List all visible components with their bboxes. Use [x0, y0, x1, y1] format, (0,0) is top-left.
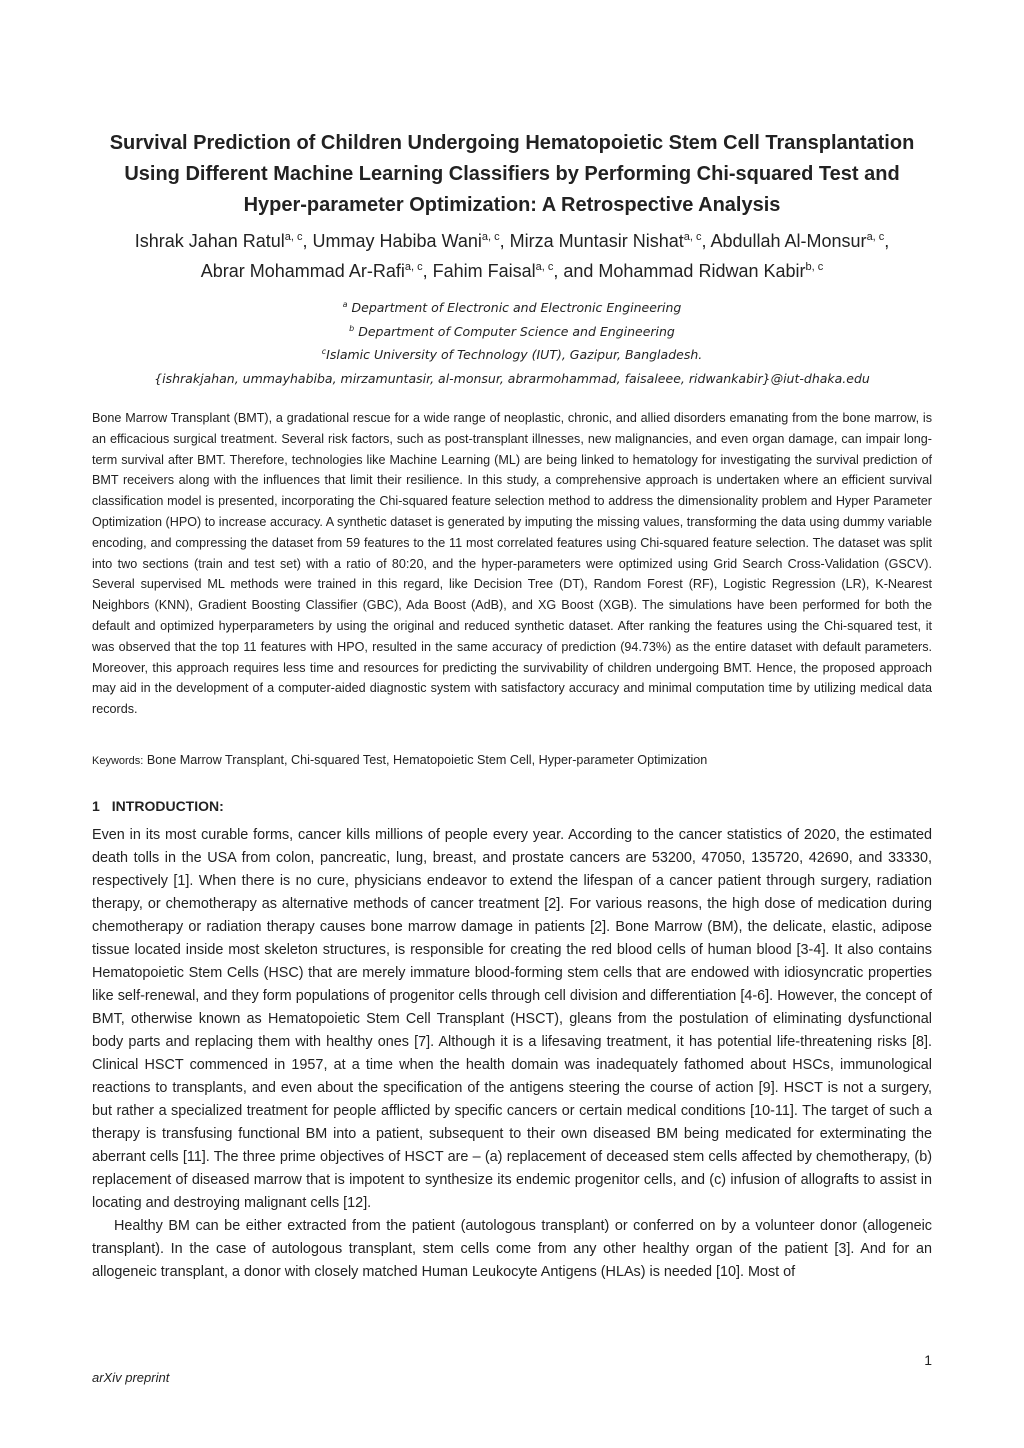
- author-name: Ishrak Jahan Ratul: [134, 231, 285, 251]
- section-number: 1: [92, 798, 100, 814]
- author-affil-mark: a, c: [284, 231, 303, 243]
- affiliation-line: [60, 296, 964, 320]
- author-separator: ,: [499, 231, 510, 251]
- title-line: Using Different Machine Learning Classifiers by Performing Chi-squared Test and: [124, 163, 900, 185]
- affiliation-mark: a: [342, 300, 348, 309]
- author-separator: ,: [701, 231, 711, 251]
- author-list: [60, 226, 964, 286]
- paper-title: [70, 128, 954, 221]
- affiliations: [60, 296, 964, 390]
- body-paragraph: Healthy BM can be either extracted from the patient (autologous transplant) or conferred on by a volunteer donor (allogeneic transplant). In the case of autologous transplant, stem cells come from any other healthy organ of the patient [3]. And for an allogeneic transplant, a donor with closely matched Human Leukocyte Antigens (HLAs) is needed [10]. Most of: [92, 1218, 932, 1280]
- author-line: [60, 256, 964, 286]
- section-title: INTRODUCTION:: [111, 798, 224, 814]
- author-name: Mirza Muntasir Nishat: [509, 231, 684, 251]
- author-separator: , and: [553, 261, 599, 281]
- author-affil-mark: a, c: [866, 231, 885, 243]
- keywords-label: Keywords:: [92, 755, 144, 767]
- author-emails: {ishrakjahan, ummayhabiba, mirzamuntasir, al-monsur, abrarmohammad, faisaleee, ridwankabir}@iut-dhaka.edu: [154, 370, 870, 386]
- affiliation-line: [60, 343, 964, 367]
- abstract: Bone Marrow Transplant (BMT), a gradational rescue for a wide range of neoplastic, chronic, and allied disorders emanating from the bone marrow, is an efficacious surgical treatment. Several risk factors, such as post-transplant illnesses, new malignancies, and even organ damage, can impair long-term survival after BMT. Therefore, technologies like Machine Learning (ML) are being linked to hematology for investigating the survival prediction of BMT receivers along with the influences that limit their resilience. In this study, a comprehensive approach is undertaken where an efficient survival classification model is presented, incorporating the Chi-squared feature selection method to address the dimensionality problem and Hyper Parameter Optimization (HPO) to increase accuracy. A synthetic dataset is generated by imputing the missing values, transforming the data using dummy variable encoding, and compressing the dataset from 59 features to the 11 most correlated features using Chi-squared feature selection. The dataset was split into two sections (train and test set) with a ratio of 80:20, and the hyper-parameters were optimized using Grid Search Cross-Validation (GSCV). Several supervised ML methods were trained in this regard, like Decision Tree (DT), Random Forest (RF), Logistic Regression (LR), K-Nearest Neighbors (KNN), Gradient Boosting Classifier (GBC), Ada Boost (AdB), and XG Boost (XGB). The simulations have been performed for both the default and optimized hyperparameters by using the original and reduced synthetic dataset. After ranking the features using the Chi-squared test, it was observed that the top 11 features with HPO, resulted in the same accuracy of prediction (94.73%) as the entire dataset with default parameters. Moreover, this approach requires less time and resources for predicting the survivability of children undergoing BMT. Hence, the proposed approach may aid in the development of a computer-aided diagnostic system with satisfactory accuracy and minimal computation time by utilizing medical data records.: [92, 411, 932, 717]
- author-affil-mark: a, c: [683, 231, 702, 243]
- author-name: Fahim Faisal: [432, 261, 536, 281]
- keywords: [92, 750, 932, 771]
- affiliation-mark: c: [321, 347, 327, 356]
- body-paragraph: Even in its most curable forms, cancer kills millions of people every year. According to the cancer statistics of 2020, the estimated death tolls in the USA from colon, pancreatic, lung, breast, and prostate cancers are 53200, 47050, 135720, 42690, and 33330, respectively [1]. When there is no cure, physicians endeavor to extend the lifespan of a cancer patient through surgery, radiation therapy, or chemotherapy as alternative methods of cancer treatment [2]. For various reasons, the high dose of medication during chemotherapy or radiation therapy causes bone marrow damage in patients [2]. Bone Marrow (BM), the delicate, elastic, adipose tissue located inside most skeleton structures, is responsible for creating the red blood cells of human blood [3-4]. It also contains Hematopoietic Stem Cells (HSC) that are merely immature blood-forming stem cells that are endowed with idiosyncratic properties like self-renewal, and they form populations of progenitor cells through cell division and differentiation [4-6]. However, the concept of BMT, otherwise known as Hematopoietic Stem Cell Transplant (HSCT), gleans from the postulation of eliminating dysfunctional body parts and replacing them with healthy ones [7]. Although it is a lifesaving treatment, it has potential life-threatening risks [8]. Clinical HSCT commenced in 1957, at a time when the health domain was inadequately fathomed about HSCs, immunological reactions to transplants, and even about the specification of the antigens steering the course of action [9]. HSCT is not a surgery, but rather a specialized treatment for people afflicted by specific cancers or certain medical conditions [10-11]. The target of such a therapy is transfusing functional BM into a patient, subsequent to their own diseased BM being medicated for exterminating the aberrant cells [11]. The three prime objectives of HSCT are – (a) replacement of deceased stem cells affected by chemotherapy, (b) replacement of diseased marrow that is impotent to synthesize its endemic progenitor cells, and (c) infusion of allografts to assist in locating and destroying malignant cells [12].: [92, 827, 932, 1211]
- author-affil-mark: a, c: [404, 261, 423, 273]
- affiliation-line: [60, 320, 964, 344]
- title-line: Survival Prediction of Children Undergoing Hematopoietic Stem Cell Transplantation: [109, 132, 915, 154]
- page-number: 1: [924, 1352, 932, 1368]
- affiliation-text: Department of Electronic and Electronic Engineering: [351, 300, 682, 315]
- author-name: Ummay Habiba Wani: [312, 231, 482, 251]
- author-affil-mark: a, c: [535, 261, 554, 273]
- title-line: Hyper-parameter Optimization: A Retrospective Analysis: [243, 194, 781, 216]
- author-separator: ,: [422, 261, 433, 281]
- author-line: [60, 226, 964, 256]
- section-heading: [92, 796, 224, 816]
- author-affil-mark: b, c: [805, 261, 824, 273]
- affiliation-text: Department of Computer Science and Engineering: [358, 323, 675, 339]
- author-separator: ,: [302, 231, 313, 251]
- keywords-text: Bone Marrow Transplant, Chi-squared Test, Hematopoietic Stem Cell, Hyper-parameter Optimization: [146, 753, 708, 767]
- author-affil-mark: a, c: [481, 231, 500, 243]
- body-text: [92, 824, 932, 1284]
- affiliation-text: Islamic University of Technology (IUT), Gazipur, Bangladesh.: [326, 347, 703, 362]
- author-separator: ,: [884, 231, 890, 251]
- author-name: Abdullah Al-Monsur: [710, 231, 867, 251]
- footer-note: arXiv preprint: [92, 1370, 170, 1385]
- affiliation-mark: b: [349, 323, 355, 333]
- author-name: Abrar Mohammad Ar-Rafi: [200, 261, 405, 281]
- author-name: Mohammad Ridwan Kabir: [598, 261, 806, 281]
